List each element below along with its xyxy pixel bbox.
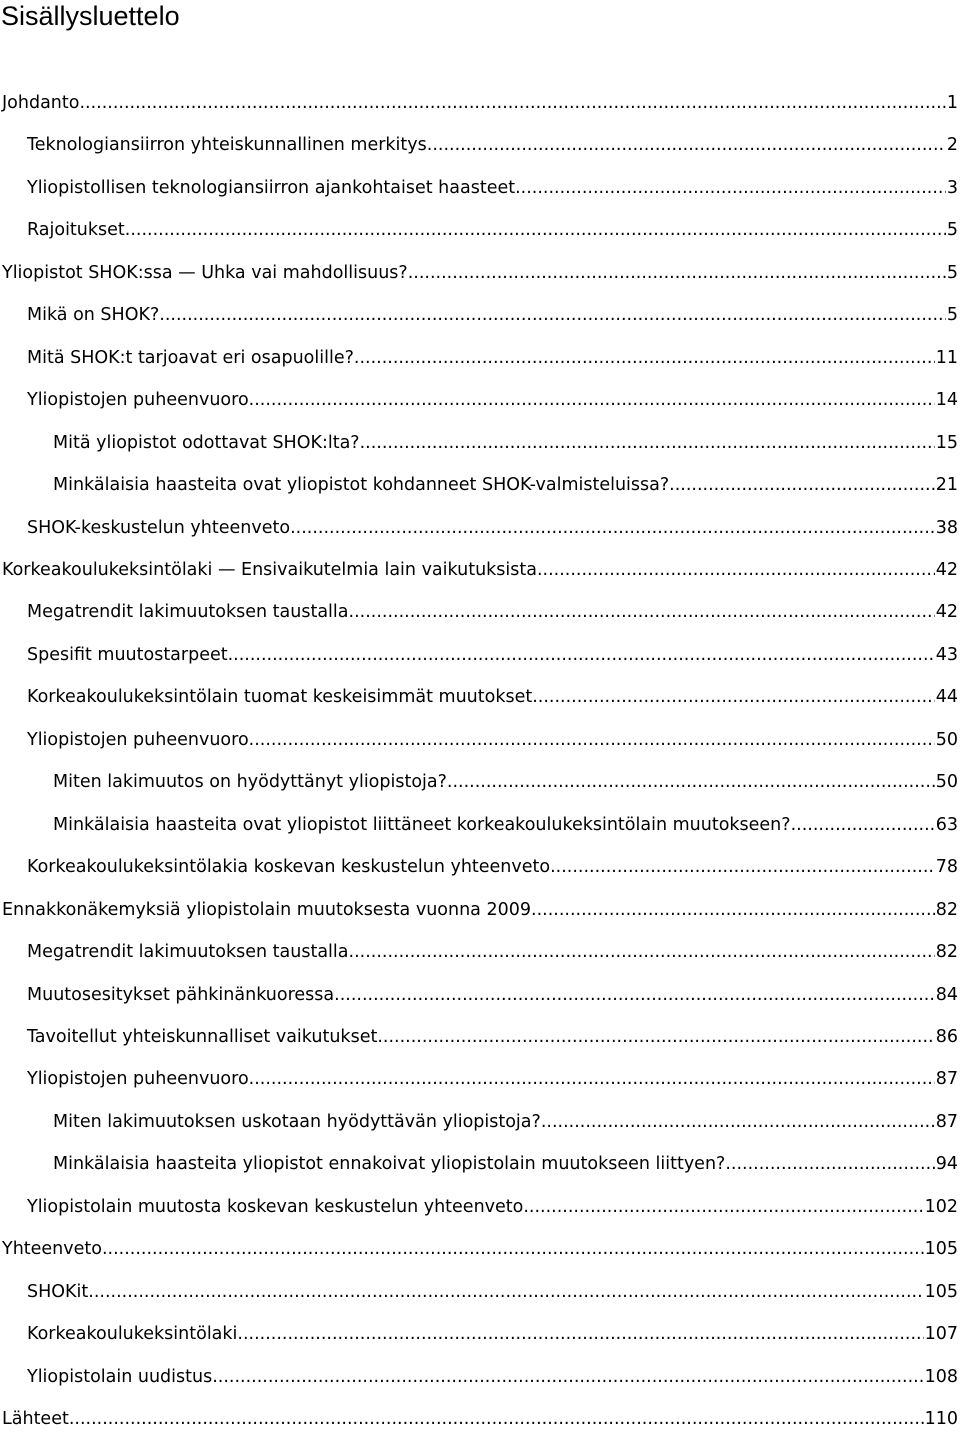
toc-dot-leader bbox=[212, 1364, 923, 1390]
toc-page-number: 84 bbox=[935, 984, 958, 1005]
toc-dot-leader bbox=[523, 1194, 923, 1220]
toc-page-number: 87 bbox=[935, 1069, 958, 1090]
toc-dot-leader bbox=[377, 1024, 934, 1050]
toc-page-number: 50 bbox=[935, 729, 958, 750]
toc-dot-leader bbox=[427, 132, 946, 158]
toc-dot-leader bbox=[515, 175, 946, 201]
toc-dot-leader bbox=[237, 1321, 923, 1347]
page-title: Sisällysluettelo bbox=[1, 1, 180, 31]
toc-entry-title: Lähteet bbox=[2, 1409, 69, 1429]
toc-page-number: 107 bbox=[924, 1324, 958, 1345]
toc-dot-leader bbox=[360, 430, 935, 456]
toc-dot-leader bbox=[537, 557, 935, 583]
toc-dot-leader bbox=[408, 260, 946, 286]
toc-entry-title: SHOKit bbox=[27, 1281, 89, 1302]
toc-entry[interactable] bbox=[53, 769, 958, 795]
toc-dot-leader bbox=[334, 982, 935, 1008]
toc-entry-title: Megatrendit lakimuutoksen taustalla bbox=[27, 602, 349, 623]
toc-entry[interactable] bbox=[53, 472, 958, 498]
toc-dot-leader bbox=[349, 599, 935, 625]
toc-dot-leader bbox=[531, 897, 935, 923]
toc-dot-leader bbox=[447, 769, 935, 795]
toc-dot-leader bbox=[69, 1406, 924, 1432]
toc-entry[interactable] bbox=[27, 302, 958, 328]
toc-entry[interactable] bbox=[53, 1151, 958, 1177]
toc-entry[interactable] bbox=[2, 90, 958, 116]
toc-page-number: 82 bbox=[935, 899, 958, 920]
toc-entry[interactable] bbox=[27, 642, 958, 668]
toc-page-number: 105 bbox=[924, 1281, 958, 1302]
toc-entry[interactable] bbox=[27, 175, 958, 201]
toc-entry-title: Minkälaisia haasteita ovat yliopistot liittäneet korkeakoulukeksintölain muutokseen? bbox=[53, 814, 791, 835]
toc-entry-title: Spesifit muutostarpeet bbox=[27, 644, 228, 665]
toc-entry[interactable] bbox=[27, 1279, 958, 1305]
toc-dot-leader bbox=[228, 642, 935, 668]
toc-dot-leader bbox=[290, 515, 935, 541]
toc-entry-title: Korkeakoulukeksintölaki bbox=[27, 1324, 238, 1345]
toc-entry[interactable] bbox=[2, 897, 958, 923]
toc-dot-leader bbox=[249, 1066, 935, 1092]
toc-page-number: 5 bbox=[946, 305, 958, 326]
toc-page-number: 78 bbox=[935, 857, 958, 878]
toc-entry-title: Yliopistojen puheenvuoro bbox=[27, 1069, 249, 1090]
toc-entry[interactable] bbox=[27, 387, 958, 413]
toc-entry-title: Yliopistolain muutosta koskevan keskustelun yhteenveto bbox=[27, 1196, 524, 1217]
toc-page-number: 105 bbox=[924, 1239, 958, 1260]
toc-dot-leader bbox=[88, 1279, 923, 1305]
toc-entry[interactable] bbox=[27, 1066, 958, 1092]
toc-entry[interactable] bbox=[27, 684, 958, 710]
toc-entry-title: Megatrendit lakimuutoksen taustalla bbox=[27, 942, 349, 962]
toc-entry[interactable] bbox=[2, 1406, 958, 1432]
toc-entry[interactable] bbox=[27, 217, 958, 243]
toc-page-number: 42 bbox=[935, 560, 958, 580]
toc-page-number: 82 bbox=[935, 942, 958, 962]
toc-dot-leader bbox=[541, 1109, 935, 1135]
toc-entry[interactable] bbox=[2, 1236, 958, 1262]
toc-dot-leader bbox=[725, 1151, 934, 1177]
toc-page-number: 102 bbox=[924, 1196, 958, 1217]
toc-page-number: 38 bbox=[935, 517, 958, 538]
toc-dot-leader bbox=[349, 939, 935, 965]
toc-page-number: 15 bbox=[935, 432, 958, 453]
toc-page-number: 86 bbox=[935, 1026, 958, 1047]
toc-page-number: 14 bbox=[935, 390, 958, 411]
toc-entry-title: Minkälaisia haasteita yliopistot ennakoivat yliopistolain muutokseen liittyen? bbox=[53, 1154, 726, 1175]
toc-dot-leader bbox=[354, 345, 935, 371]
toc-page-number: 63 bbox=[935, 814, 958, 835]
toc-dot-leader bbox=[669, 472, 935, 498]
toc-page-number: 3 bbox=[946, 177, 958, 198]
toc-entry-title: Yliopistolain uudistus bbox=[27, 1366, 213, 1387]
toc-entry-title: SHOK-keskustelun yhteenveto bbox=[27, 517, 291, 538]
toc-entry-title: Yliopistojen puheenvuoro bbox=[27, 390, 249, 411]
toc-entry-title: Mikä on SHOK? bbox=[27, 305, 160, 326]
toc-page-number: 2 bbox=[946, 135, 958, 156]
toc-page-number: 108 bbox=[924, 1366, 958, 1387]
toc-entry[interactable] bbox=[53, 430, 958, 456]
toc-entry[interactable] bbox=[27, 939, 958, 965]
toc-dot-leader bbox=[532, 684, 935, 710]
toc-entry[interactable] bbox=[27, 1194, 958, 1220]
toc-entry[interactable] bbox=[27, 132, 958, 158]
toc-page-number: 110 bbox=[924, 1409, 958, 1429]
toc-entry-title: Yliopistollisen teknologiansiirron ajankohtaiset haasteet bbox=[27, 177, 516, 198]
toc-entry-title: Korkeakoulukeksintölain tuomat keskeisimmät muutokset bbox=[27, 687, 533, 708]
toc-entry[interactable] bbox=[27, 599, 958, 625]
toc-entry-title: Korkeakoulukeksintölaki — Ensivaikutelmia lain vaikutuksista bbox=[2, 560, 537, 580]
toc-page-number: 42 bbox=[935, 602, 958, 623]
toc-entry-title: Muutosesitykset pähkinänkuoressa bbox=[27, 984, 335, 1005]
toc-entry-title: Yhteenveto bbox=[2, 1239, 102, 1260]
toc-dot-leader bbox=[791, 812, 935, 838]
toc-entry-title: Mitä yliopistot odottavat SHOK:lta? bbox=[53, 432, 360, 453]
toc-dot-leader bbox=[249, 727, 935, 753]
toc-entry-title: Korkeakoulukeksintölakia koskevan keskustelun yhteenveto bbox=[27, 857, 551, 878]
toc-entry-title: Tavoitellut yhteiskunnalliset vaikutukset bbox=[27, 1026, 378, 1047]
toc-page-number: 43 bbox=[935, 644, 958, 665]
toc-entry[interactable] bbox=[27, 1364, 958, 1390]
toc-page-number: 11 bbox=[935, 347, 958, 368]
toc-entry-title: Johdanto bbox=[2, 93, 80, 113]
toc-entry[interactable] bbox=[27, 345, 958, 371]
toc-entry[interactable] bbox=[27, 854, 958, 880]
toc-entry[interactable] bbox=[53, 812, 958, 838]
toc-entry[interactable] bbox=[2, 557, 958, 583]
toc-entry[interactable] bbox=[27, 727, 958, 753]
toc-entry-title: Teknologiansiirron yhteiskunnallinen merkitys bbox=[27, 135, 427, 156]
toc-entry-title: Yliopistot SHOK:ssa — Uhka vai mahdollisuus? bbox=[2, 262, 408, 283]
toc-page-number: 21 bbox=[935, 475, 958, 496]
toc-entry[interactable] bbox=[53, 1109, 958, 1135]
toc-page-number: 5 bbox=[946, 220, 958, 241]
toc-entry[interactable] bbox=[27, 982, 958, 1008]
toc-page-number: 87 bbox=[935, 1111, 958, 1132]
toc-entry-title: Ennakkonäkemyksiä yliopistolain muutoksesta vuonna 2009 bbox=[2, 899, 531, 920]
toc-dot-leader bbox=[159, 302, 946, 328]
toc-dot-leader bbox=[79, 90, 945, 116]
toc-page-number: 50 bbox=[935, 772, 958, 793]
toc-dot-leader bbox=[125, 217, 946, 243]
toc-entry-title: Yliopistojen puheenvuoro bbox=[27, 729, 249, 750]
toc-page-number: 5 bbox=[946, 262, 958, 283]
toc-entry[interactable] bbox=[27, 515, 958, 541]
toc-page-number: 44 bbox=[935, 687, 958, 708]
toc-dot-leader bbox=[550, 854, 935, 880]
toc-entry-title: Mitä SHOK:t tarjoavat eri osapuolille? bbox=[27, 347, 354, 368]
toc-entry-title: Miten lakimuutos on hyödyttänyt yliopistoja? bbox=[53, 772, 447, 793]
toc-entry-title: Minkälaisia haasteita ovat yliopistot kohdanneet SHOK-valmisteluissa? bbox=[53, 475, 670, 496]
toc-entry[interactable] bbox=[27, 1321, 958, 1347]
toc-entry-title: Miten lakimuutoksen uskotaan hyödyttävän yliopistoja? bbox=[53, 1111, 541, 1132]
toc-page-number: 94 bbox=[935, 1154, 958, 1175]
toc-dot-leader bbox=[102, 1236, 924, 1262]
toc-page-number: 1 bbox=[946, 93, 958, 113]
toc-entry-title: Rajoitukset bbox=[27, 220, 125, 241]
toc-dot-leader bbox=[249, 387, 935, 413]
toc-entry[interactable] bbox=[27, 1024, 958, 1050]
toc-entry[interactable] bbox=[2, 260, 958, 286]
